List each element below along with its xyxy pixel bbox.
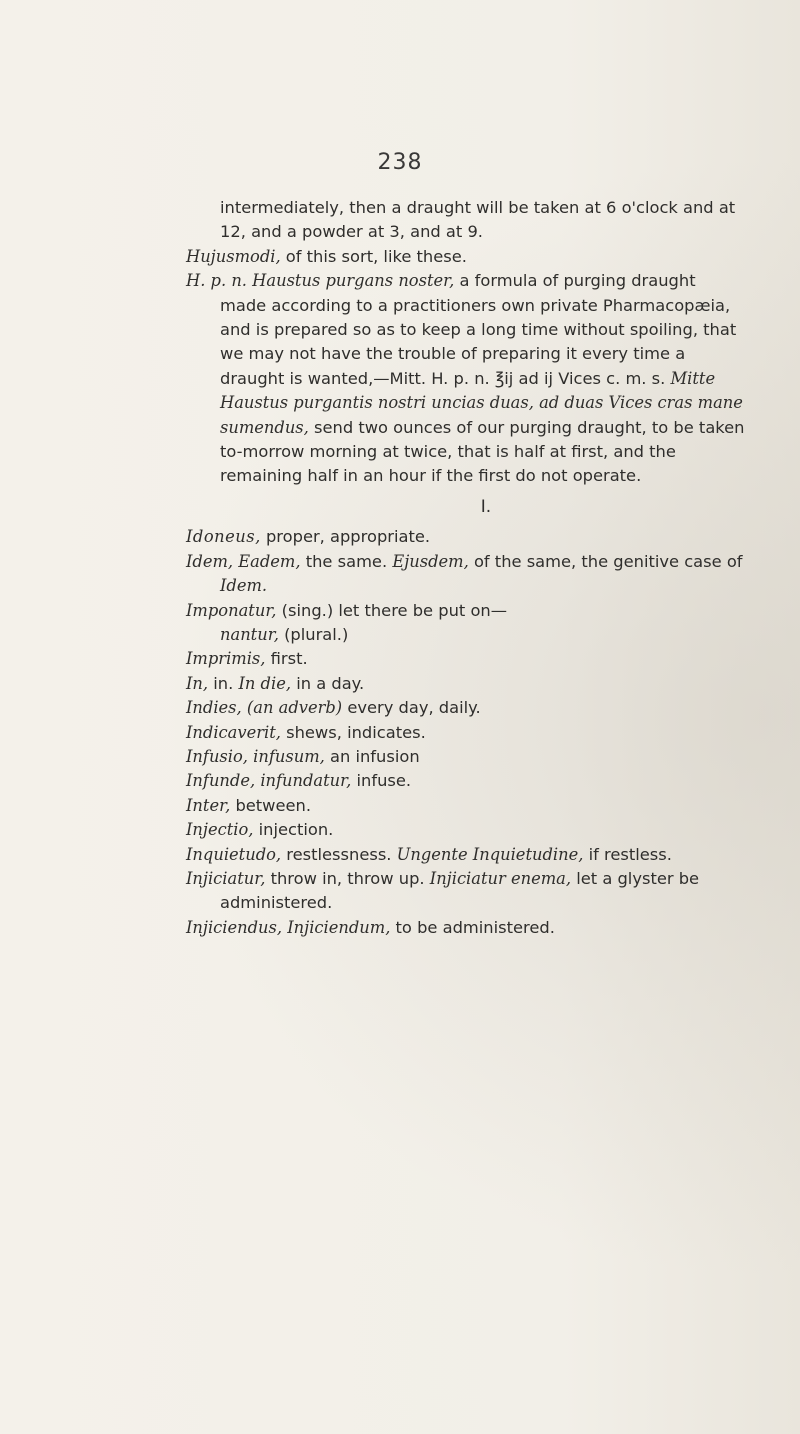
plural-definition: (plural.) [278, 624, 349, 644]
grammar-note: (an adverb) [246, 698, 343, 718]
entry-inquietudo [186, 843, 746, 867]
related-definition: if restless. [583, 844, 672, 864]
entry-in [186, 672, 746, 696]
definition: shews, indicates. [280, 722, 426, 742]
related-definition: let a glyster be administered. [220, 868, 700, 913]
entry-indies [186, 696, 746, 720]
headword: Injiciendus, Injiciendum, [186, 917, 391, 937]
related-definition: in a day. [291, 673, 365, 693]
headword: Infunde, infundatur, [186, 771, 352, 791]
definition: of this sort, like these. [280, 246, 467, 266]
headword: Haustus purgans noster, [252, 271, 455, 291]
definition-part-2: send two ounces of our purging draught, to be taken to-morrow morning at twice, that is half at first, and the remaining half in an hour if the first do not operate. [220, 417, 745, 486]
abbreviation: H. p. n. [186, 271, 247, 291]
definition: injection. [253, 820, 334, 840]
latin-prescription: Mitte Haustus purgantis nostri uncias duas, ad duas Vices cras mane sumendus, [220, 368, 743, 437]
headword: In, [186, 673, 209, 693]
headword: Hujusmodi, [186, 246, 281, 266]
definition: every day, daily. [342, 698, 481, 718]
page-number: 238 [377, 150, 423, 175]
headword: Imprimis, [186, 649, 266, 669]
headword: Idoneus, [186, 527, 261, 547]
entry-haustus-purgans [186, 269, 746, 489]
headword: Injectio, [186, 820, 254, 840]
definition: throw in, throw up. [265, 868, 430, 888]
headword: Infusio, infusum, [186, 746, 325, 766]
related-headword: Ungente Inquietudine, [396, 844, 584, 864]
entry-inter [186, 794, 746, 818]
entry-hujusmodi [186, 245, 746, 269]
dictionary-text [186, 196, 746, 940]
definition: an infusion [324, 746, 420, 766]
continuation-line-2: 6 o'clock and at 12, and a powder at 3, and at 9. [220, 198, 736, 242]
entry-infusio [186, 745, 746, 769]
entry-injectio [186, 818, 746, 842]
definition: proper, appropriate. [260, 527, 431, 547]
definition: between. [230, 795, 312, 815]
definition: the same. [300, 551, 393, 571]
entry-imponatur [186, 599, 746, 623]
entry-imponatur-plural [186, 623, 746, 647]
entry-imprimis [186, 647, 746, 671]
entry-injiciatur [186, 867, 746, 916]
definition: in. [208, 673, 239, 693]
entry-infunde [186, 769, 746, 793]
definition: first. [265, 649, 308, 669]
headword: Indicaverit, [186, 722, 281, 742]
related-term: Idem. [220, 576, 268, 596]
entry-idoneus [186, 525, 746, 549]
plural-form: nantur, [220, 624, 279, 644]
entry-injiciendus [186, 916, 746, 940]
entry-indicaverit [186, 721, 746, 745]
related-headword: Injiciatur enema, [429, 868, 572, 888]
related-definition: of the same, the genitive case of [468, 551, 743, 571]
headword: Imponatur, [186, 600, 277, 620]
related-headword: In die, [238, 673, 292, 693]
definition: restlessness. [281, 844, 397, 864]
continuation-line-1: intermediately, then a draught will be taken at [220, 198, 601, 217]
definition: to be administered. [390, 917, 555, 937]
continuation-paragraph [186, 196, 746, 245]
headword: Idem, Eadem, [186, 551, 301, 571]
related-headword: Ejusdem, [392, 551, 469, 571]
definition: infuse. [351, 771, 412, 791]
definition: (sing.) let there be put on— [276, 600, 508, 620]
headword: Inquietudo, [186, 844, 282, 864]
section-letter: I. [480, 496, 492, 517]
headword: Injiciatur, [186, 868, 266, 888]
headword: Indies, [186, 698, 242, 718]
entry-idem [186, 550, 746, 599]
headword: Inter, [186, 795, 231, 815]
definition-part-1: a formula of purging draught made according to a practitioners own private Pharmacopæia, and is prepared so as to keep a long time without spoiling, that we may not have the trouble of preparing it every time a draught is wanted,—Mitt. H. p. n. ℥ij ad ij Vices c. m. s. [220, 271, 737, 388]
